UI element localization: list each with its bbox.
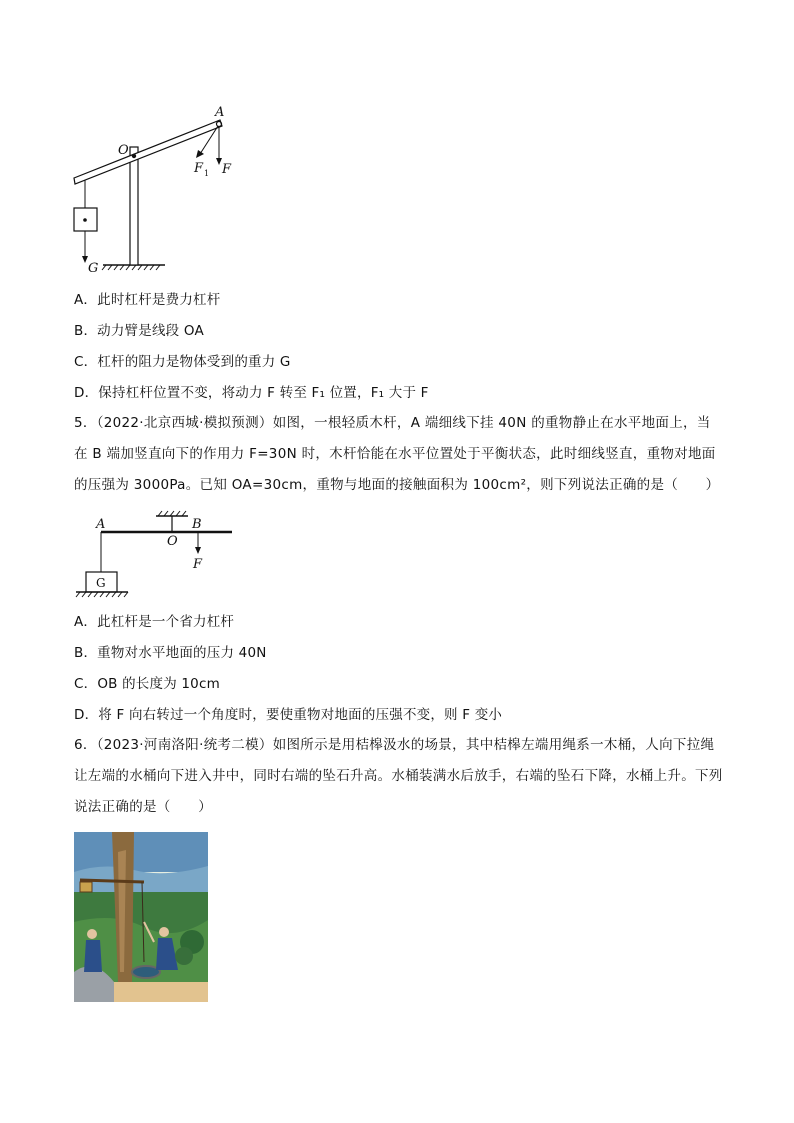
q4-option-c: C．杠杆的阻力是物体受到的重力 G bbox=[74, 354, 291, 370]
q6-stem bbox=[74, 730, 724, 823]
lever-figure-2 bbox=[70, 508, 240, 603]
q6-text: 如图所示是用桔槔汲水的场景，其中桔槔左端用绳系一木桶，人向下拉绳让左端的水桶向下进入井中，同时右端的坠石升高。水桶装满水后放手，右端的坠石下降，水桶上升。下列说法正确的是（ ） bbox=[74, 737, 723, 815]
label-F: F bbox=[193, 557, 203, 572]
q5-number: 5． bbox=[74, 415, 97, 431]
label-F1-subscript: 1 bbox=[204, 169, 210, 178]
q4-option-a: A．此时杠杆是费力杠杆 bbox=[74, 292, 221, 308]
q5-option-b: B．重物对水平地面的压力 40N bbox=[74, 645, 267, 661]
q6-source: （2023·河南洛阳·统考二模） bbox=[96, 737, 273, 753]
q5-source: （2022·北京西城·模拟预测） bbox=[96, 415, 273, 431]
q5-option-a: A．此杠杆是一个省力杠杆 bbox=[74, 614, 235, 630]
label-O: O bbox=[167, 534, 178, 549]
q6-number: 6． bbox=[74, 737, 97, 753]
q4-option-b: B．动力臂是线段 OA bbox=[74, 323, 204, 339]
label-G: G bbox=[88, 261, 99, 276]
label-A: A bbox=[96, 517, 106, 532]
label-F: F bbox=[222, 162, 232, 177]
lever-figure-1 bbox=[70, 100, 230, 280]
q5-text: 如图，一根轻质木杆，A 端细线下挂 40N 的重物静止在水平地面上，当在 B 端加竖直向下的作用力 F=30N 时，木杆恰能在水平位置处于平衡状态，此时细线竖直，重物对地面的压强为 3000Pa。已知 OA=30cm，重物与地面的接触面积为 100cm²，则下列说法正确的是（ ） bbox=[74, 415, 720, 493]
well-sweep-illustration bbox=[74, 832, 208, 1002]
label-B: B bbox=[192, 517, 202, 532]
label-F1: F bbox=[194, 161, 204, 176]
label-A: A bbox=[215, 105, 225, 120]
q4-option-d: D．保持杠杆位置不变，将动力 F 转至 F₁ 位置，F₁ 大于 F bbox=[74, 385, 429, 401]
q5-stem bbox=[74, 408, 724, 501]
label-G: G bbox=[96, 576, 106, 590]
label-O: O bbox=[118, 143, 129, 158]
q5-option-d: D．将 F 向右转过一个角度时，要使重物对地面的压强不变，则 F 变小 bbox=[74, 707, 503, 723]
q5-option-c: C．OB 的长度为 10cm bbox=[74, 676, 220, 692]
